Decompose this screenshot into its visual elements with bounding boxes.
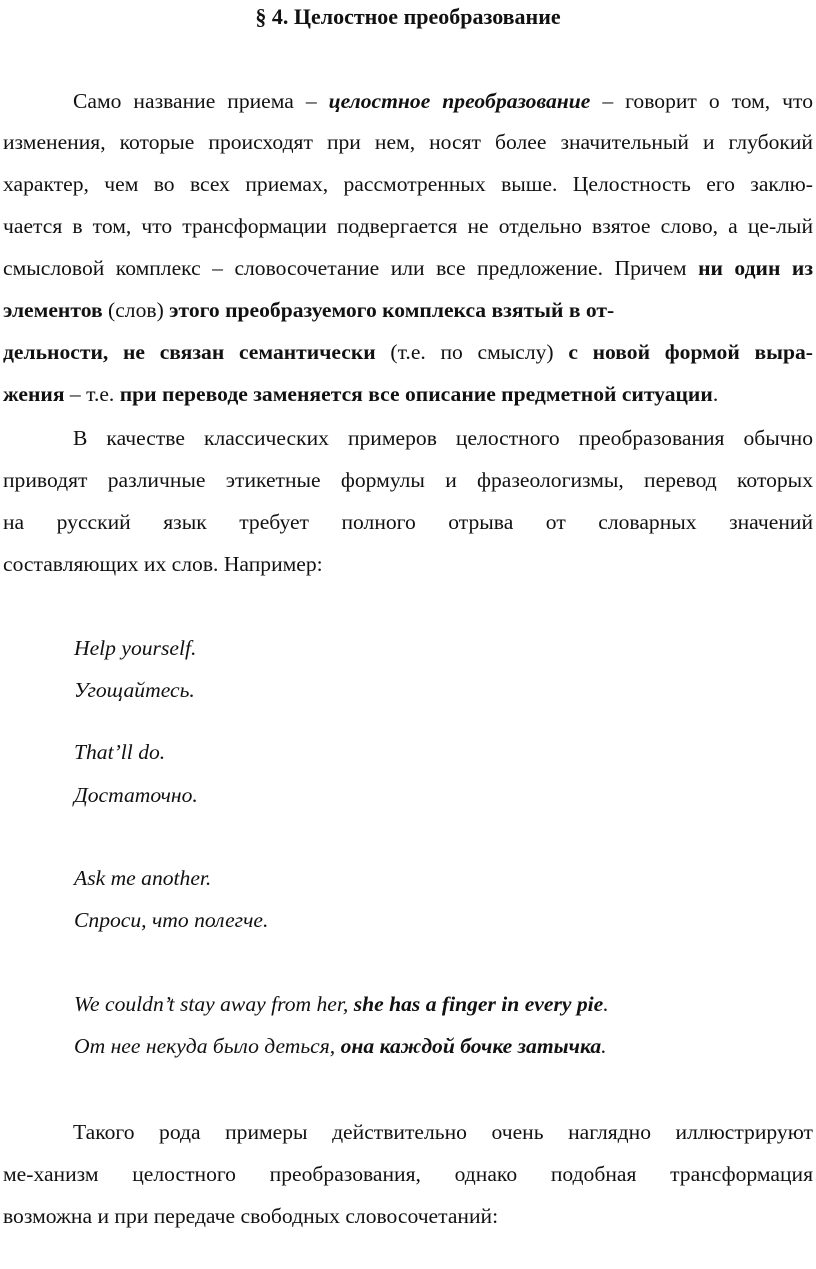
idiom-emphasis: she has a finger in every pie <box>353 992 604 1016</box>
paragraph-1-line-7: дельности, не связан семантически (т.е. по смыслу) с новой формой выра- <box>3 340 813 364</box>
paragraph-1-line-1: Само название приема – целостное преобразование – говорит о том, что <box>73 89 813 113</box>
paragraph-1-line-5: смысловой комплекс – словосочетание или все предложение. Причем ни один из <box>3 256 814 280</box>
section-title: § 4. Целостное преобразование <box>255 4 561 29</box>
example-1-russian: Угощайтесь. <box>74 678 195 702</box>
example-4-english: We couldn’t stay away from her, she has a finger in every pie. <box>74 992 609 1016</box>
example-2-english: That’ll do. <box>74 740 166 764</box>
example-1-english: Help yourself. <box>74 636 197 660</box>
paragraph-2-line-1: В качестве классических примеров целостного преобразования обычно <box>73 426 813 450</box>
paragraph-3-line-3: возможна и при передаче свободных словосочетаний: <box>3 1204 499 1228</box>
idiom-emphasis: она каждой бочке затычка <box>340 1034 602 1058</box>
example-4-russian: От нее некуда было деться, она каждой бочке затычка. <box>74 1034 607 1058</box>
example-2-russian: Достаточно. <box>74 783 198 807</box>
paragraph-3-line-1: Такого рода примеры действительно очень наглядно иллюстрируют <box>73 1120 813 1144</box>
example-3-russian: Спроси, что полегче. <box>74 908 269 932</box>
example-3-english: Ask me another. <box>74 866 212 890</box>
paragraph-2-line-2: приводят различные этикетные формулы и фразеологизмы, перевод которых <box>3 468 813 492</box>
paragraph-2-line-4: составляющих их слов. Например: <box>3 552 323 576</box>
paragraph-1-line-2: изменения, которые происходят при нем, носят более значительный и глубокий <box>3 130 813 154</box>
paragraph-1-line-8: жения – т.е. при переводе заменяется все описание предметной ситуации. <box>3 382 719 406</box>
paragraph-1-line-6: элементов (слов) этого преобразуемого комплекса взятый в от- <box>3 298 615 322</box>
paragraph-3-line-2: ме-ханизм целостного преобразования, однако подобная трансформация <box>3 1162 813 1186</box>
paragraph-1-line-4: чается в том, что трансформации подвергается не отдельно взятое слово, а це-лый <box>3 214 813 238</box>
paragraph-2-line-3: на русский язык требует полного отрыва от словарных значений <box>3 510 813 534</box>
paragraph-1-line-3: характер, чем во всех приемах, рассмотренных выше. Целостность его заклю- <box>3 172 813 196</box>
term-emphasis: целостное преобразование <box>328 89 591 113</box>
